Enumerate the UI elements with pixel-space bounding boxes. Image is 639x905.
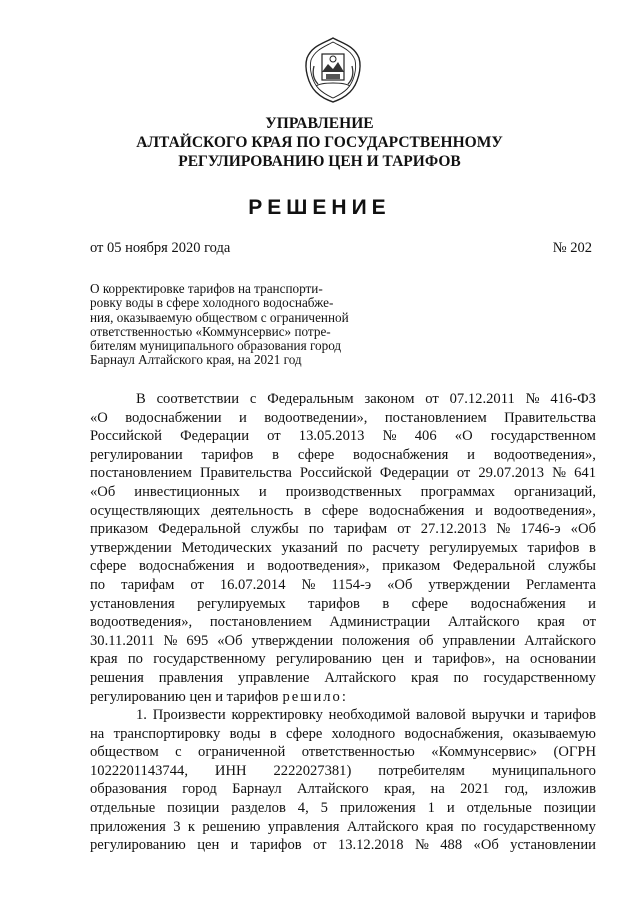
body-word: установления (90, 595, 175, 612)
body-word: правления (158, 669, 224, 686)
body-word: 13.12.2018 (337, 837, 404, 854)
body-word: 1 (427, 800, 435, 817)
body-word: позиции (167, 800, 220, 817)
body-word: выручки (471, 707, 525, 724)
body-word: разделов (231, 800, 286, 817)
body-word: «Об (90, 483, 116, 500)
body-line (90, 502, 596, 521)
body-word: решения (90, 669, 144, 686)
body-word: Алтайского (346, 818, 419, 835)
body-word: отдельные (90, 800, 156, 817)
body-word: водоотведения», (90, 614, 193, 631)
body-line (90, 595, 596, 614)
body-word: водоотведения», (493, 502, 596, 519)
body-word: необходимой (328, 707, 411, 724)
body-line (90, 390, 596, 409)
body-word: сфере (285, 725, 323, 742)
body-word: «Об (217, 632, 243, 649)
body-line (90, 688, 596, 707)
body-word: от (190, 576, 204, 593)
body-word: тарифов (544, 707, 596, 724)
document-body (90, 390, 596, 855)
body-line (90, 557, 596, 576)
org-name-line-2: АЛТАЙСКОГО КРАЯ ПО ГОСУДАРСТВЕННОМУ (136, 134, 503, 151)
body-word: водоснабжения, (404, 725, 504, 742)
body-word: образования (90, 781, 167, 798)
subject-line: ровку воды в сфере холодного водоснабже- (90, 295, 334, 311)
body-word: 1. (136, 707, 147, 724)
body-word: соответствии (156, 391, 240, 407)
body-word: регулируемых (197, 595, 286, 612)
body-word: края (537, 614, 565, 631)
body-line (90, 409, 596, 428)
org-name-line-3: РЕГУЛИРОВАНИЮ ЦЕН И ТАРИФОВ (178, 153, 461, 170)
body-word: водоотведении», (264, 409, 368, 426)
body-word: водоснабжения (138, 558, 235, 575)
body-word: и (446, 800, 455, 817)
body-word: и (246, 558, 255, 575)
body-word: деятельность (210, 502, 294, 519)
body-word: утверждении (428, 576, 511, 593)
body-word: 1746-э (520, 521, 561, 538)
body-word: водоснабжения (369, 502, 465, 519)
body-word: 5 (320, 800, 328, 817)
body-word: водоснабжения (470, 595, 566, 612)
body-word: год, (504, 781, 529, 798)
body-word: позиции (543, 800, 596, 817)
body-word: Правительства (199, 465, 292, 482)
body-line (90, 780, 596, 799)
body-word: в (589, 539, 596, 556)
body-line (90, 650, 596, 669)
body-word: Федеральной (452, 558, 536, 575)
body-word: ограниченной (198, 744, 286, 761)
body-word: на (90, 725, 105, 742)
document-number: № 202 (552, 240, 592, 256)
body-line (90, 520, 596, 539)
body-line (90, 427, 596, 446)
body-word: оказываемую (512, 725, 596, 742)
body-word: службы (250, 521, 299, 538)
body-word: производственных (285, 483, 402, 500)
body-line (90, 799, 596, 818)
body-word: тарифов (249, 837, 302, 854)
body-word: по (460, 818, 477, 835)
document-date: от 05 ноября 2020 года (90, 240, 231, 256)
body-line (90, 464, 596, 483)
body-word: В (136, 391, 146, 407)
body-word: город (182, 781, 217, 798)
subject-line: ответственностью «Коммунсервис» потре- (90, 323, 331, 339)
body-text: регулированию цен и тарифов (90, 688, 279, 705)
document-subject (90, 281, 349, 368)
body-word: утверждении (90, 539, 172, 556)
body-word: цен (197, 837, 220, 854)
body-word: постановлением (384, 409, 487, 426)
body-word: Произвести (152, 707, 226, 724)
body-word: валовой (416, 707, 466, 724)
body-word: 2222027381) (273, 762, 352, 779)
body-word: государственному (483, 818, 596, 835)
body-line (90, 613, 596, 632)
document-title: РЕШЕНИЕ (248, 196, 391, 219)
body-word: 16.07.2014 (219, 576, 286, 593)
body-word: регулированию (90, 837, 186, 854)
body-line (90, 762, 596, 781)
body-word: края, (384, 781, 416, 798)
body-word: воды (229, 725, 261, 742)
body-word: Барнаул (232, 781, 282, 798)
body-word: № (382, 428, 397, 445)
body-word: сфере (90, 558, 127, 575)
body-word: от (456, 465, 471, 482)
body-word: и (588, 595, 596, 612)
body-word: основании (530, 651, 596, 668)
body-word: государственному (153, 651, 266, 668)
body-word: в (382, 595, 390, 612)
decision-word: решило: (282, 688, 348, 705)
body-word: 4, (297, 800, 309, 817)
body-word: на (430, 781, 445, 798)
body-word: Администрации (329, 614, 431, 631)
body-word: «О (90, 409, 108, 426)
body-line (90, 483, 596, 502)
body-word: изложив (543, 781, 596, 798)
body-line (90, 669, 596, 688)
body-word: по (308, 521, 324, 538)
body-word: Алтайского (447, 614, 520, 631)
body-word: «Об (570, 521, 596, 538)
subject-line: ния, оказываемую обществом с ограниченной (90, 309, 349, 325)
body-word: ответственностью (301, 744, 415, 761)
body-word: потребителям (378, 762, 465, 779)
body-word: обществом (90, 744, 159, 761)
body-word: Федеральной (158, 521, 241, 538)
body-word: 406 (414, 428, 437, 445)
body-word: № (525, 391, 540, 407)
body-word: 3 (173, 818, 181, 835)
body-word: и (467, 446, 475, 463)
body-word: по (90, 576, 106, 593)
body-word: указаний (281, 539, 338, 556)
body-line (90, 743, 596, 762)
body-word: «Об (473, 837, 499, 854)
body-word: «Об (387, 576, 413, 593)
body-word: в (269, 725, 277, 742)
body-line (90, 725, 596, 744)
body-word: к (187, 818, 196, 835)
body-word: «О (454, 428, 473, 445)
body-word: тарифов (308, 595, 360, 612)
body-word: приказом (90, 521, 149, 538)
body-word: «Коммунсервис» (431, 744, 538, 761)
body-word: Алтайского (324, 669, 397, 686)
body-line (90, 836, 596, 855)
body-word: тарифам (121, 576, 175, 593)
body-word: края (410, 669, 439, 686)
body-line (90, 446, 596, 465)
body-word: от (425, 391, 439, 407)
body-word: программах (420, 483, 495, 500)
body-word: 416-ФЗ (550, 391, 596, 407)
body-word: инвестиционных (134, 483, 240, 500)
body-word: 27.12.2013 (420, 521, 487, 538)
body-word: 695 (186, 632, 209, 649)
body-word: Регламента (525, 576, 596, 593)
body-word: № (496, 521, 511, 538)
body-word: края (90, 651, 118, 668)
body-word: регулировании (90, 446, 183, 463)
body-line (90, 818, 596, 837)
body-word: 13.05.2013 (298, 428, 365, 445)
body-word: 29.07.2013 (478, 465, 545, 482)
body-word: 641 (574, 465, 596, 482)
body-word: и (230, 837, 239, 854)
body-word: управление (238, 669, 310, 686)
body-word: и (530, 707, 539, 724)
body-word: Российской (90, 428, 162, 445)
subject-line: О корректировке тарифов на транспорти- (90, 281, 323, 296)
body-word: от (397, 521, 411, 538)
body-word: и (239, 409, 247, 426)
body-word: на (505, 651, 520, 668)
org-name-line-1: УПРАВЛЕНИЕ (265, 115, 374, 132)
body-word: тарифам (333, 521, 388, 538)
body-word: Российской (299, 465, 372, 482)
body-word: с (175, 744, 182, 761)
body-word: 07.12.2011 (449, 391, 515, 407)
body-word: 1022201143744, (90, 762, 188, 779)
body-word: в (304, 502, 312, 519)
body-word: управления (267, 818, 340, 835)
body-word: организаций, (513, 483, 596, 500)
body-word: № (163, 632, 178, 649)
body-word: отдельные (466, 800, 532, 817)
subject-line: Барнаул Алтайского края, на 2021 год (90, 352, 302, 368)
body-word: постановлением (209, 614, 312, 631)
body-word: регулируемых (429, 539, 518, 556)
body-word: 30.11.2011 (90, 632, 155, 649)
body-word: по (127, 651, 143, 668)
body-word: водоснабжении (125, 409, 222, 426)
body-word: государственному (483, 669, 596, 686)
subject-line: бителям муниципального образования город (90, 338, 342, 354)
body-word: службы (547, 558, 596, 575)
body-word: управлении (442, 632, 516, 649)
body-word: и (414, 651, 423, 668)
body-word: сфере (321, 502, 359, 519)
body-word: 1154-э (331, 576, 372, 593)
body-word: цен (382, 651, 405, 668)
body-word: утверждении (251, 632, 334, 649)
body-word: корректировку (231, 707, 323, 724)
body-word: постановлением (90, 465, 192, 482)
body-word: расчету (372, 539, 420, 556)
body-word: водоотведения», (493, 446, 596, 463)
body-word: Федерации (379, 465, 449, 482)
body-word: Федерации (180, 428, 249, 445)
body-word: водоотведения», (267, 558, 370, 575)
body-word: (ОГРН (553, 744, 596, 761)
body-word: от (313, 837, 327, 854)
body-word: холодного (331, 725, 396, 742)
body-word: тарифов (527, 539, 580, 556)
body-word: в (272, 446, 280, 463)
body-word: 488 (440, 837, 463, 854)
body-word: 2021 (460, 781, 490, 798)
body-word: Федеральным (267, 391, 354, 407)
body-word: осуществляющих (90, 502, 201, 519)
body-word: приложения (339, 800, 416, 817)
body-word: муниципального (491, 762, 596, 779)
body-line (90, 576, 596, 595)
body-word: тарифов (201, 446, 254, 463)
body-word: Алтайского (297, 781, 369, 798)
body-word: водоснабжения (353, 446, 449, 463)
body-word: ИНН (214, 762, 247, 779)
body-word: и (258, 483, 267, 500)
coat-of-arms-icon (302, 36, 364, 104)
body-word: государственном (490, 428, 596, 445)
body-word: об (418, 632, 434, 649)
body-word: положения (342, 632, 410, 649)
body-word: законом (364, 391, 415, 407)
body-word: регулированию (275, 651, 372, 668)
body-word: сфере (411, 595, 449, 612)
body-word: от (582, 614, 596, 631)
body-line (90, 539, 596, 558)
body-word: решению (202, 818, 261, 835)
body-word: установлении (510, 837, 596, 854)
body-word: № (301, 576, 316, 593)
body-word: от (267, 428, 281, 445)
body-word: края (425, 818, 454, 835)
body-word: тарифов», (432, 651, 496, 668)
body-word: по (347, 539, 363, 556)
body-word: приложения (90, 818, 166, 835)
body-word: Алтайского (524, 632, 596, 649)
body-word: по (453, 669, 469, 686)
body-word: с (249, 391, 257, 407)
body-word: и (475, 502, 483, 519)
body-line (90, 706, 596, 725)
body-line (90, 632, 596, 651)
body-word: сфере (297, 446, 335, 463)
body-word: № (414, 837, 429, 854)
body-word: Методических (181, 539, 272, 556)
body-word: № (552, 465, 567, 482)
body-word: транспортировку (113, 725, 221, 742)
body-word: приказом (382, 558, 441, 575)
body-word: Правительства (504, 409, 596, 426)
